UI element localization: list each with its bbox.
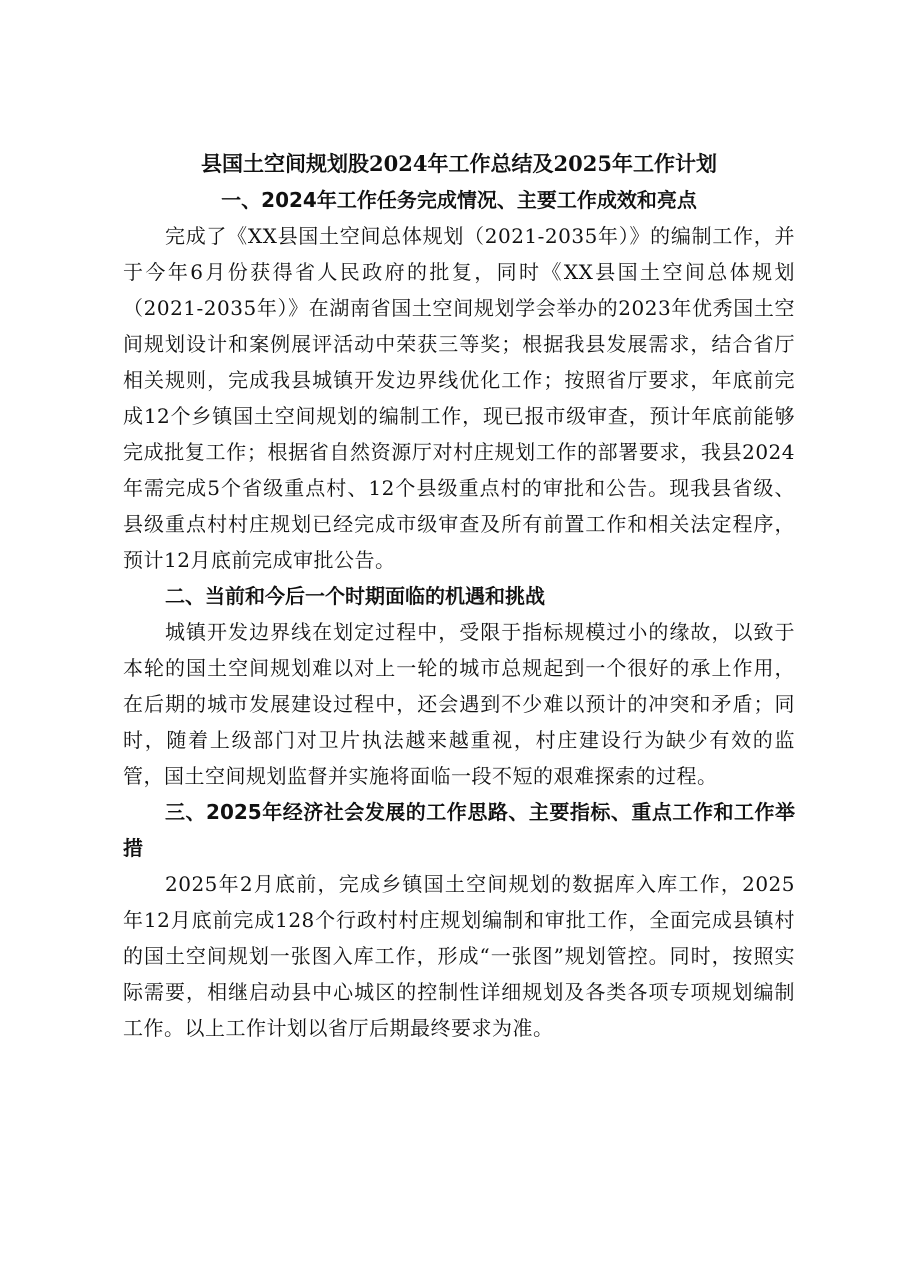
section-heading-3: 三、2025年经济社会发展的工作思路、主要指标、重点工作和工作举措 [123,800,795,860]
document-body [123,146,795,1046]
section-body-1: 完成了《XX县国土空间总体规划（2021-2035年）》的编制工作，并于今年6月份获得省人民政府的批复，同时《XX县国土空间总体规划（2021-2035年）》在湖南省国土空间规划学会举办的2023年优秀国土空间规划设计和案例展评活动中荣获三等奖；根据我县发展需求，结合省厅相关规则，完成我县城镇开发边界线优化工作；按照省厅要求，年底前完成12个乡镇国土空间规划的编制工作，现已报市级审查，预计年底前能够完成批复工作；根据省自然资源厅对村庄规划工作的部署要求，我县2024年需完成5个省级重点村、12个县级重点村的审批和公告。现我县省级、县级重点村村庄规划已经完成市级审查及所有前置工作和相关法定程序，预计12月底前完成审批公告。 [123,224,795,572]
section-heading-1: 一、2024年工作任务完成情况、主要工作成效和亮点 [221,188,697,212]
section-body-2: 城镇开发边界线在划定过程中，受限于指标规模过小的缘故，以致于本轮的国土空间规划难以对上一轮的城市总规起到一个很好的承上作用，在后期的城市发展建设过程中，还会遇到不少难以预计的冲突和矛盾；同时，随着上级部门对卫片执法越来越重视，村庄建设行为缺少有效的监管，国土空间规划监督并实施将面临一段不短的艰难探索的过程。 [123,620,795,788]
document-title: 县国土空间规划股2024年工作总结及2025年工作计划 [201,151,717,176]
section-body-3: 2025年2月底前，完成乡镇国土空间规划的数据库入库工作，2025年12月底前完成128个行政村村庄规划编制和审批工作，全面完成县镇村的国土空间规划一张图入库工作，形成“一张图”规划管控。同时，按照实际需要，相继启动县中心城区的控制性详细规划及各类各项专项规划编制工作。以上工作计划以省厅后期最终要求为准。 [123,872,795,1040]
section-heading-2: 二、当前和今后一个时期面临的机遇和挑战 [165,584,545,608]
